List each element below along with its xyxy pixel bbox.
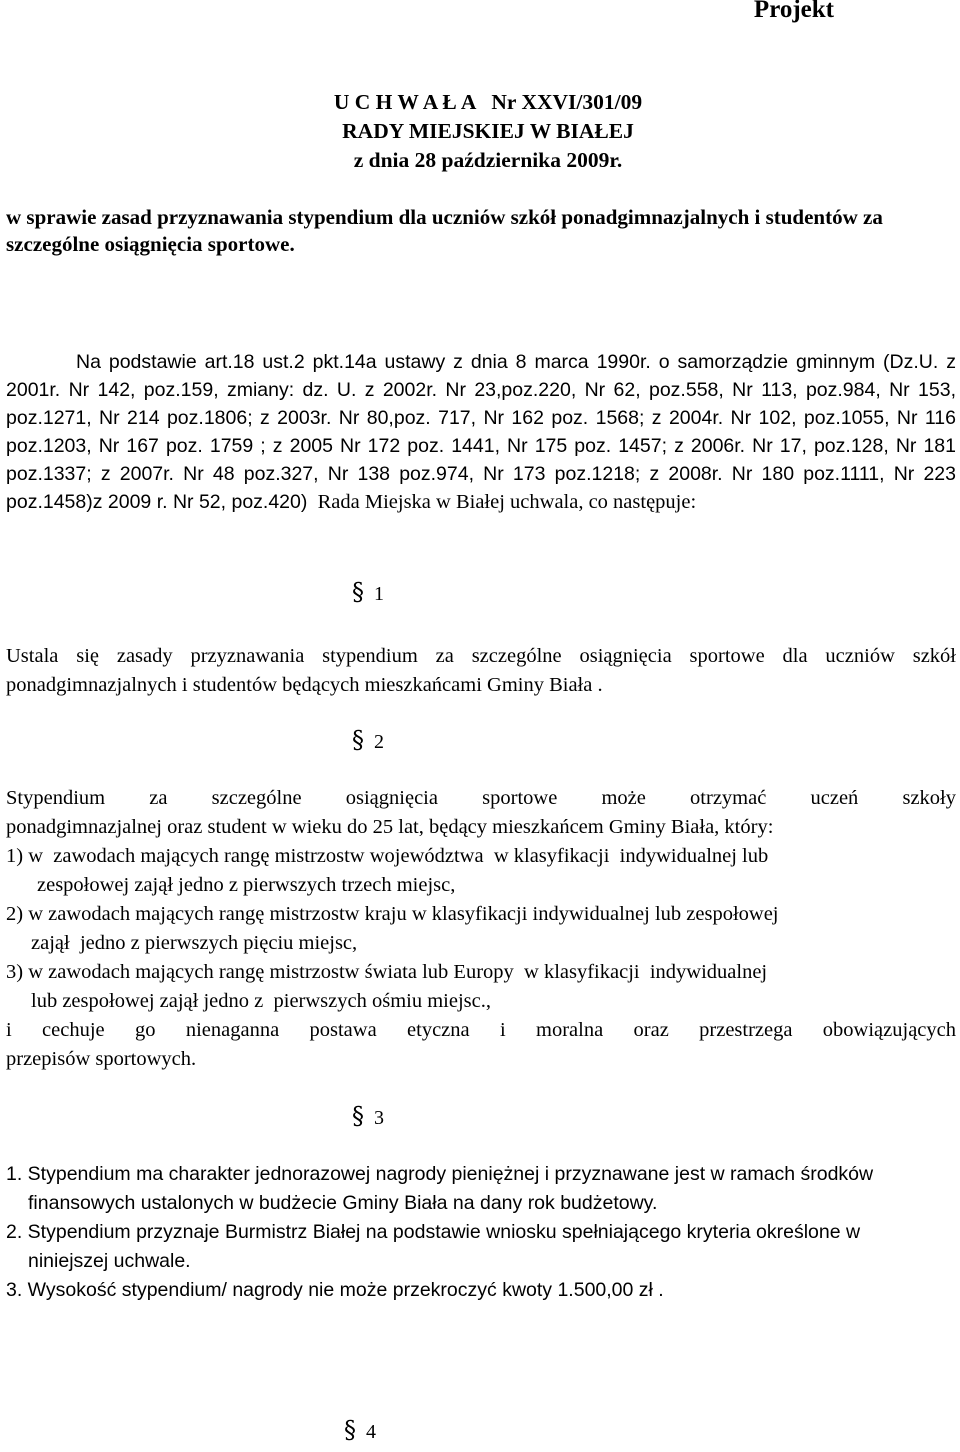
section-1-heading [352,578,384,606]
preamble [6,348,956,516]
resolution-subject: w sprawie zasad przyznawania stypendium dla uczniów szkół ponadgimnazjalnych i studentów za szczególne osiągnięcia sportowe. [6,205,883,256]
section-1-text: Ustala się zasady przyznawania stypendium za szczególne osiągnięcia sportowe dla uczniów szkół ponadgimnazjalnych i studentów będących mieszkańcami Gminy Biała . [6,645,956,696]
item-3-line-1: 3) w zawodach mających rangę mistrzostw świata lub Europy w klasyfikacji indywidualnej [6,961,768,983]
section-2-intro-line-1: Stypendium za szczególne osiągnięcia sportowe może otrzymać uczeń szkoły [6,787,956,809]
item-2-line-2: zajął jedno z pierwszych pięciu miejsc, [31,932,358,954]
section-2-body [6,784,956,1074]
section-sign-3: § [352,1102,364,1130]
title-line-2: RADY MIEJSKIEJ W BIAŁEJ [342,119,634,143]
item-1-line-1: 1) w zawodach mających rangę mistrzostw województwa w klasyfikacji indywidualnej lub [6,845,769,867]
item-3-line-2: lub zespołowej zajął jedno z pierwszych ośmiu miejsc., [31,990,491,1012]
section-sign-2: § [352,726,364,754]
item-2-line-1: 2) w zawodach mających rangę mistrzostw kraju w klasyfikacji indywidualnej lub zespołowej [6,903,779,925]
section-sign-4: § [344,1416,356,1444]
section-2-closing-line-2: przepisów sportowych. [6,1048,197,1070]
draft-label: Projekt [753,0,834,23]
list-item [6,900,956,958]
resolution-title [0,88,960,175]
section-2-closing-line-1: i cechuje go nienaganna postawa etyczna i moralna oraz przestrzega obowiązujących [6,1019,956,1041]
list-item: 2. Stypendium przyznaje Burmistrz Białej na podstawie wniosku spełniającego kryteria określone w niniejszej uchwale. [6,1221,861,1272]
section-2-number: 2 [374,731,384,753]
section-4-number: 4 [366,1421,376,1443]
section-3-list [6,1160,926,1305]
legal-basis: Na podstawie art.18 ust.2 pkt.14a ustawy z dnia 8 marca 1990r. o samorządzie gminnym (Dz.U. z 2001r. Nr 142, poz.159, zmiany: dz. U. z 2002r. Nr 23,poz.220, Nr 62, poz.558, Nr 113, poz.984, Nr 153, poz.1271, Nr 214 poz.1806; z 2003r. Nr 80,poz. 717, Nr 162 poz. 1568; z 2004r. Nr 102, poz.1055, Nr 116 poz.1203, Nr 167 poz. 1759 ; z 2005 Nr 172 poz. 1441, Nr 175 poz. 1457; z 2006r. Nr 17, poz.128, Nr 181 poz.1337; z 2007r. Nr 48 poz.327, Nr 138 poz.974, Nr 173 poz.1218; z 2008r. Nr 180 poz.1111, Nr 223 poz.1458)z 2009 r. Nr 52, poz.420) [6,351,956,513]
section-2-heading [352,726,384,754]
section-3-number: 3 [374,1107,384,1129]
item-1-line-2: zespołowej zajął jedno z pierwszych trzech miejsc, [37,874,456,896]
title-line-1: U C H W A Ł A Nr XXVI/301/09 [333,90,643,114]
list-item [6,842,956,900]
title-line-3: z dnia 28 października 2009r. [353,148,623,172]
section-1-number: 1 [374,583,384,605]
section-2-intro-line-2: ponadgimnazjalnej oraz student w wieku do 25 lat, będący mieszkańcem Gminy Biała, który: [6,816,774,838]
resolves-clause: Rada Miejska w Białej uchwala, co następuje: [307,491,697,513]
list-item [6,958,956,1016]
section-3-heading [352,1102,384,1130]
list-item: 1. Stypendium ma charakter jednorazowej nagrody pieniężnej i przyznawane jest w ramach środków finansowych ustalonych w budżecie Gminy Biała na dany rok budżetowy. [6,1163,874,1214]
section-sign-1: § [352,578,364,606]
list-item: 3. Wysokość stypendium/ nagrody nie może przekroczyć kwoty 1.500,00 zł . [6,1279,664,1301]
section-4-heading [344,1416,376,1444]
